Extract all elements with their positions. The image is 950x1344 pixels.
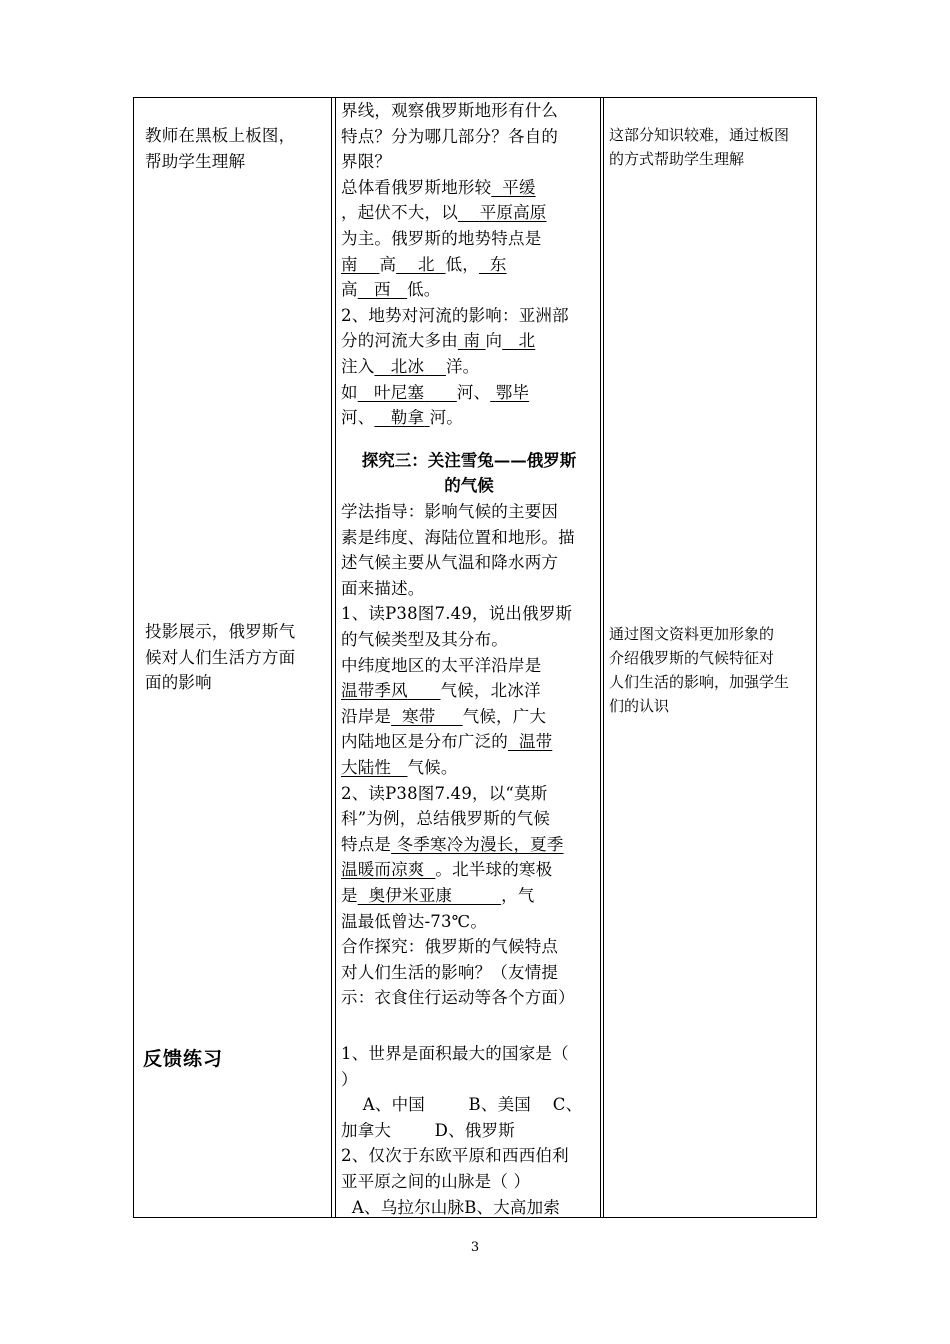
- projection-note: 投影展示，俄罗斯气 候对人们生活方方面 面的影响: [145, 622, 296, 693]
- answer-blank: 温带季风: [341, 681, 408, 701]
- answer-blank: 冬季寒冷为漫长，夏季: [396, 834, 564, 854]
- climate-section: 学法指导：影响气候的主要因 素是纬度、海陆位置和地形。描 述气候主要从气温和降水两方 面来描述。 1、读P38图7.49，说出俄罗斯 的气候类型及其分布。 中纬度地区的太平洋沿岸是 温带季风 气候，北冰洋 沿岸是 寒带 气候，广大 内陆地区是分布广泛的 温带 大陆性 气候。 2、读P38图7.49，以“莫斯 科”为例，总结俄罗斯的气候 特点是 冬季寒冷为漫长，夏季 温暖而凉爽 。北半球的寒极 是 奥伊米亚康 ，气 温最低曾达-73℃。 合作探究：俄罗斯的气候特点 对人们生活的影响？（友情提 示：衣食住行运动等各个方面）: [341, 502, 575, 1008]
- lesson-table: [133, 97, 817, 1218]
- answer-blank: 温带: [518, 732, 553, 752]
- section-heading: 探究三：关注雪兔——俄罗斯 的气候: [361, 451, 577, 495]
- answer-blank: 北: [518, 331, 536, 351]
- answer-blank: 奥伊米亚康: [368, 885, 453, 905]
- answer-blank: 南: [463, 331, 481, 351]
- teacher-activity-column: [134, 98, 331, 1217]
- design-intent-column: [604, 98, 816, 1217]
- answer-blank: 东: [489, 254, 507, 274]
- design-note-board: 这部分知识较难，通过板图 的方式帮助学生理解: [609, 126, 790, 168]
- feedback-exercises: 1、世界是面积最大的国家是（ ） A、中国 B、美国 C、 加拿大 D、俄罗斯 2、仅次于东欧平原和西西伯利 亚平原之间的山脉是（ ） A、乌拉尔山脉B、大高加索: [341, 1044, 583, 1217]
- student-activity-column: [336, 98, 600, 1217]
- column-divider: [600, 98, 601, 1217]
- answer-blank: 西: [374, 280, 391, 300]
- answer-blank: 鄂毕: [495, 382, 530, 402]
- page-number: 3: [470, 1240, 480, 1255]
- feedback-title: 反馈练习: [143, 1048, 224, 1070]
- answer-blank: 温暖而凉爽: [341, 860, 425, 880]
- answer-blank: 南: [341, 254, 358, 274]
- answer-blank: 勒拿: [390, 408, 425, 428]
- terrain-section: 界线，观察俄罗斯地形有什么 特点？分为哪几部分？各自的 界限？ 总体看俄罗斯地形较 平缓 ，起伏不大，以 平原高原 为主。俄罗斯的地势特点是 南 高 北 低， 东 高 西 低。 2、地势对河流的影响：亚洲部 分的河流大多由 南 向 北 注入 北冰 洋。 如 叶尼塞 河、 鄂毕 河、 勒拿 河。: [341, 101, 569, 428]
- answer-blank: 寒带: [402, 706, 436, 726]
- answer-blank: 北冰: [390, 356, 425, 376]
- teacher-board-note: 教师在黑板上板图， 帮助学生理解: [145, 126, 296, 171]
- column-divider: [331, 98, 332, 1217]
- answer-blank: 北: [417, 254, 435, 274]
- design-note-climate: 通过图文资料更加形象的 介绍俄罗斯的气候特征对 人们生活的影响，加强学生 们的认识: [609, 625, 790, 715]
- answer-blank: 平缓: [502, 177, 536, 197]
- answer-blank: 叶尼塞: [374, 382, 425, 402]
- answer-blank: 平原高原: [479, 203, 547, 223]
- answer-blank: 大陆性: [341, 757, 392, 777]
